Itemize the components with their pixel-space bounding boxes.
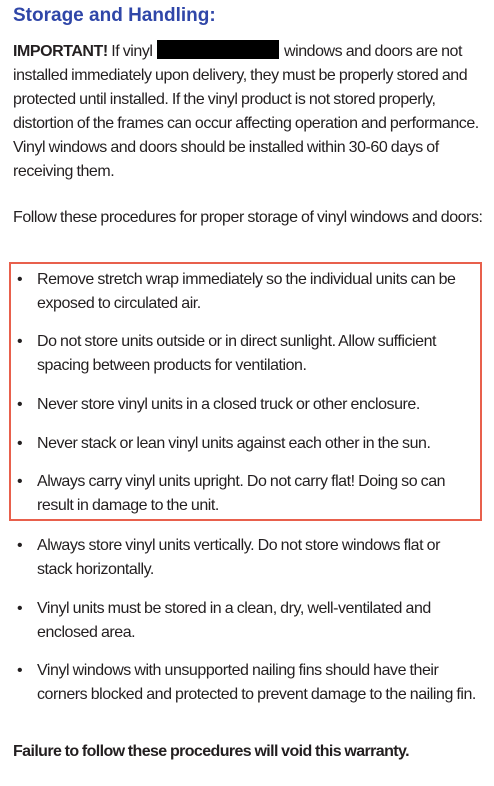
bullet-icon: • [17,473,23,490]
bullet-icon: • [17,333,23,350]
intro-paragraph [13,40,483,184]
procedures-intro: Follow these procedures for proper storage of vinyl windows and doors: [13,209,483,226]
list-item-text: Always store vinyl units vertically. Do not store windows flat or stack horizontally. [37,537,440,578]
bullet-icon: • [17,537,23,554]
list-item-text: Never store vinyl units in a closed truck or other enclosure. [37,396,420,413]
list-item [13,470,485,518]
list-item-text: Always carry vinyl units upright. Do not carry flat! Doing so can result in damage to the unit. [37,473,446,514]
list-item-text: Remove stretch wrap immediately so the individual units can be exposed to circulated air. [37,271,456,312]
bullet-icon: • [17,600,23,617]
important-label: IMPORTANT! [13,43,108,60]
list-item [13,659,485,707]
list-item-text: Vinyl windows with unsupported nailing fins should have their corners blocked and protected to prevent damage to the nailing fin. [37,662,476,703]
list-item-text: Do not store units outside or in direct sunlight. Allow sufficient spacing between products for ventilation. [37,333,437,374]
intro-text-start: If vinyl [107,43,153,60]
intro-text-end: windows and doors are not installed immediately upon delivery, they must be properly stored and protected until installed. If the vinyl product is not stored properly, distortion of the frames can occur affecting operation and performance. Vinyl windows and doors should be installed within 30-60 days of receiving them. [13,43,479,180]
list-item [13,393,485,417]
list-item [13,432,485,456]
bullet-icon: • [17,396,23,413]
list-item [13,268,485,316]
section-heading: Storage and Handling: [13,5,216,26]
bullet-icon: • [17,662,23,679]
list-item [13,534,485,582]
list-item [13,330,485,378]
bullet-icon: • [17,435,23,452]
warranty-warning: Failure to follow these procedures will void this warranty. [13,743,409,760]
redaction-bar [157,40,279,59]
list-item-text: Vinyl units must be stored in a clean, dry, well-ventilated and enclosed area. [37,600,431,641]
list-item-text: Never stack or lean vinyl units against each other in the sun. [37,435,431,452]
list-item [13,597,485,645]
bullet-icon: • [17,271,23,288]
